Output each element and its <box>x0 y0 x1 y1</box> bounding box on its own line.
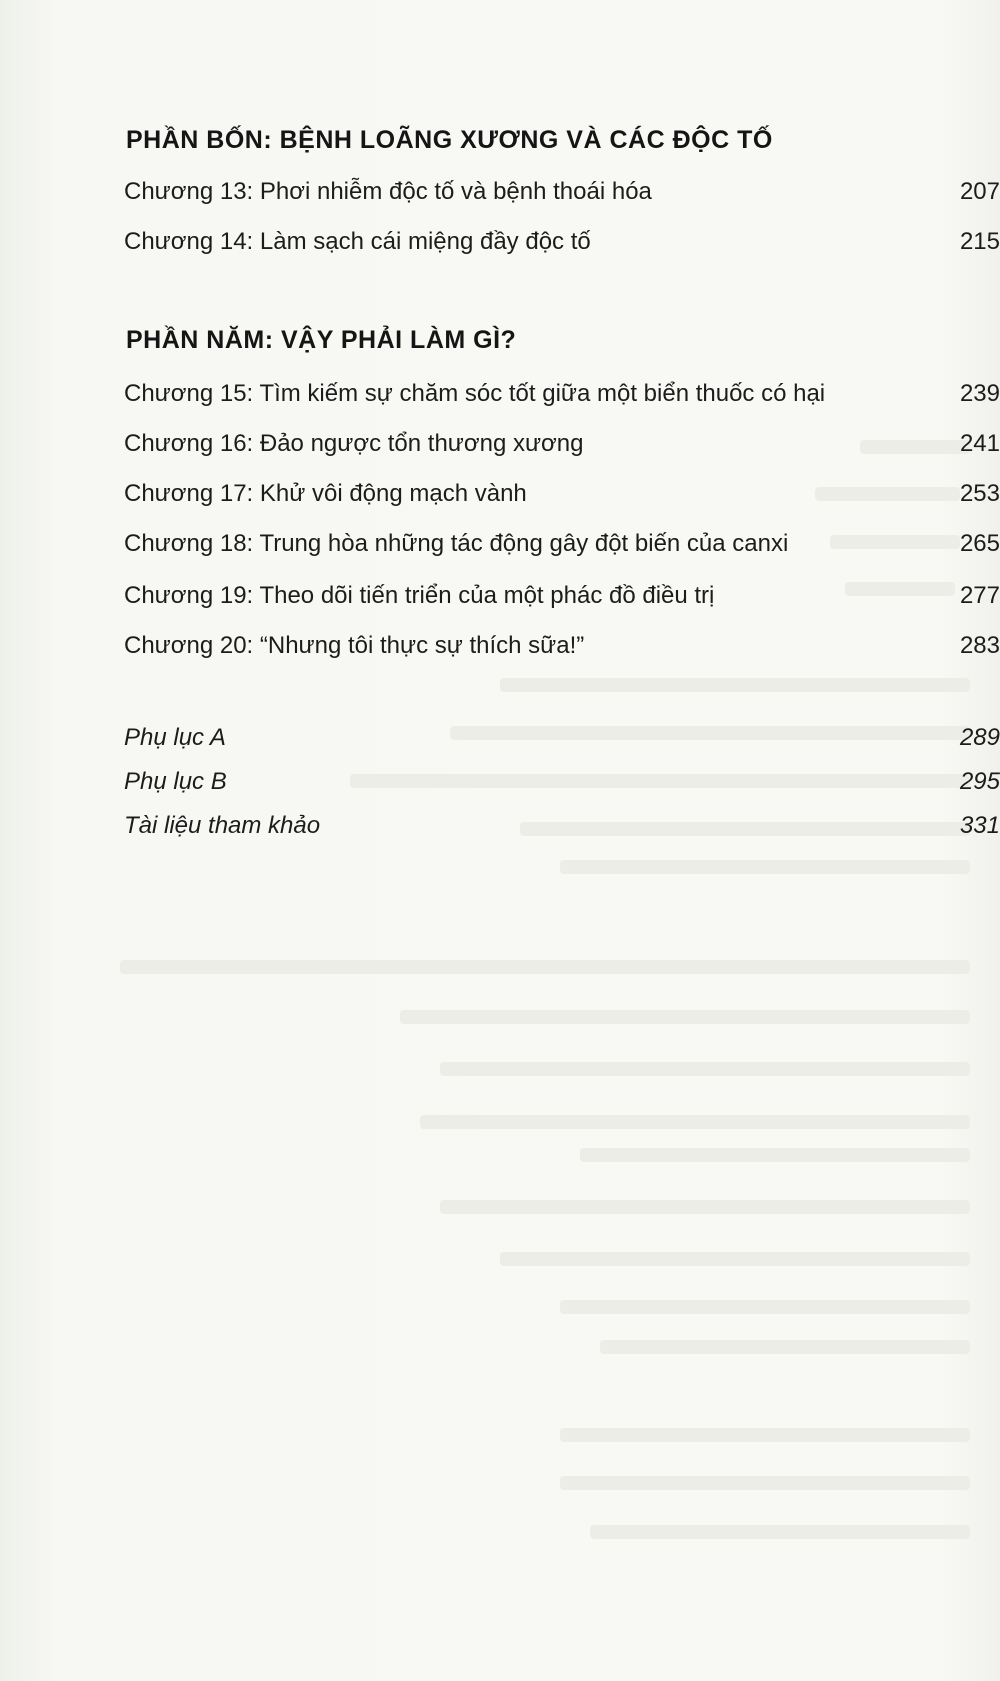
toc-entry[interactable] <box>124 582 1000 616</box>
toc-entry-label: Chương 16: Đảo ngược tổn thương xương <box>124 430 584 457</box>
toc-entry[interactable] <box>124 178 1000 212</box>
toc-entry[interactable] <box>124 228 1000 262</box>
appendix-entry-label: Phụ lục B <box>124 768 227 795</box>
section-title: PHẦN NĂM: VẬY PHẢI LÀM GÌ? <box>126 326 517 354</box>
toc-entry-page: 207 <box>959 178 1000 205</box>
bleed-through-mark <box>400 1010 970 1024</box>
toc-entry-label: Chương 13: Phơi nhiễm độc tố và bệnh thoái hóa <box>124 178 652 205</box>
toc-entry-page: 241 <box>959 430 1000 457</box>
toc-entry[interactable] <box>124 530 1000 564</box>
toc-entry[interactable] <box>124 480 1000 514</box>
toc-entry-label: Chương 14: Làm sạch cái miệng đầy độc tố <box>124 228 591 255</box>
bleed-through-mark <box>600 1340 970 1354</box>
references-entry-page: 331 <box>959 812 1000 839</box>
bleed-through-mark <box>420 1115 970 1129</box>
bleed-through-mark <box>500 1252 970 1266</box>
bleed-through-mark <box>580 1148 970 1162</box>
appendix-entry-page: 295 <box>959 768 1000 795</box>
appendix-entry-page: 289 <box>959 724 1000 751</box>
toc-entry-page: 283 <box>959 632 1000 659</box>
toc-entry-page: 253 <box>959 480 1000 507</box>
appendix-entry[interactable] <box>124 724 1000 758</box>
toc-entry-label: Chương 15: Tìm kiếm sự chăm sóc tốt giữa một biển thuốc có hại <box>124 380 826 407</box>
references-entry-label: Tài liệu tham khảo <box>124 812 321 839</box>
toc-entry-page: 265 <box>959 530 1000 557</box>
toc-entry[interactable] <box>124 430 1000 464</box>
toc-entry-label: Chương 20: “Nhưng tôi thực sự thích sữa!” <box>124 632 585 659</box>
bleed-through-mark <box>560 1428 970 1442</box>
bleed-through-mark <box>440 1062 970 1076</box>
references-entry[interactable] <box>124 812 1000 846</box>
toc-entry-page: 239 <box>959 380 1000 407</box>
toc-entry-label: Chương 17: Khử vôi động mạch vành <box>124 480 527 507</box>
bleed-through-mark <box>440 1200 970 1214</box>
bleed-through-mark <box>120 960 970 974</box>
toc-entry-page: 215 <box>959 228 1000 255</box>
toc-entry-label: Chương 18: Trung hòa những tác động gây đột biến của canxi <box>124 530 789 557</box>
bleed-through-mark <box>590 1525 970 1539</box>
bleed-through-mark <box>560 1476 970 1490</box>
toc-entry[interactable] <box>124 632 1000 666</box>
appendix-entry-label: Phụ lục A <box>124 724 226 751</box>
bleed-through-mark <box>560 1300 970 1314</box>
appendix-entry[interactable] <box>124 768 1000 802</box>
toc-entry-page: 277 <box>959 582 1000 609</box>
toc-entry[interactable] <box>124 380 1000 414</box>
bleed-through-mark <box>500 678 970 692</box>
section-title: PHẦN BỐN: BỆNH LOÃNG XƯƠNG VÀ CÁC ĐỘC TỐ <box>126 126 773 154</box>
bleed-through-mark <box>560 860 970 874</box>
toc-entry-label: Chương 19: Theo dõi tiến triển của một phác đồ điều trị <box>124 582 715 609</box>
